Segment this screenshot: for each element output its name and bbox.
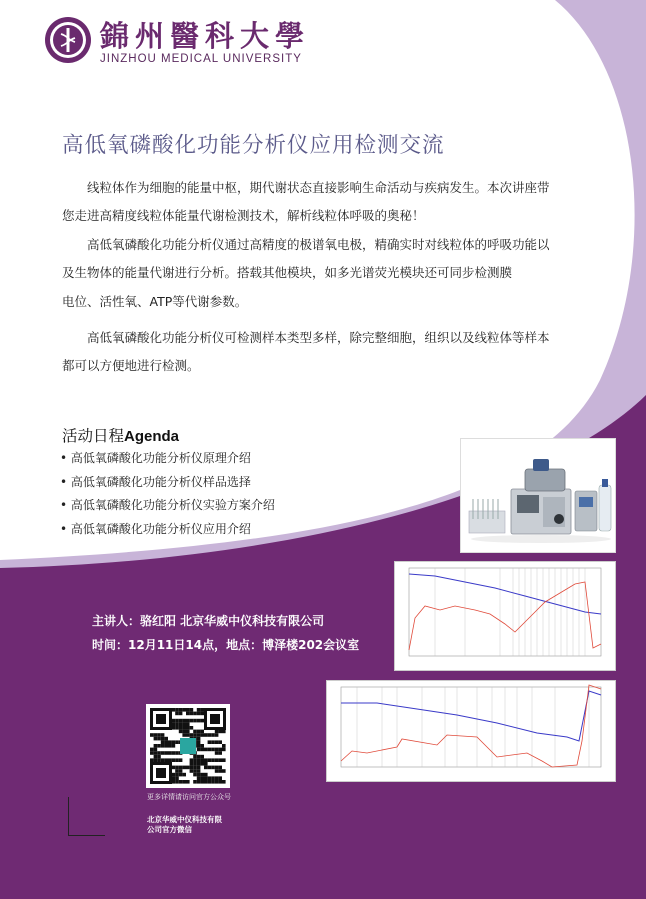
university-logo bbox=[44, 16, 92, 64]
agenda-item: • 高低氧磷酸化功能分析仪原理介绍 bbox=[60, 449, 275, 473]
agenda-heading-en: Agenda bbox=[124, 428, 180, 445]
speaker-info: 主讲人：骆红阳 北京华威中仪科技有限公司 bbox=[92, 614, 325, 628]
method-paragraph: 高低氧磷酸化功能分析仪通过高精度的极谱氧电极，精确实时对线粒体的呼吸功能以及生物体的能量代谢进行分析。搭载其他模块，如多光谱荧光模块还可同步检测膜 bbox=[62, 237, 550, 280]
agenda-item: • 高低氧磷酸化功能分析仪实验方案介绍 bbox=[60, 496, 275, 520]
wechat-account-line-2: 公司官方微信 bbox=[147, 825, 192, 834]
method-paragraph-cont: 电位、活性氧、ATP等代谢参数。 bbox=[62, 294, 248, 309]
plot-background bbox=[395, 562, 615, 670]
agenda-item: • 高低氧磷酸化功能分析仪样品选择 bbox=[60, 473, 275, 497]
wechat-qr-code[interactable] bbox=[146, 704, 230, 788]
university-name-en: JINZHOU MEDICAL UNIVERSITY bbox=[100, 53, 302, 65]
qr-center-logo bbox=[180, 738, 196, 754]
agenda-heading bbox=[62, 424, 179, 446]
wechat-account-line-1: 北京华威中仪科技有限 bbox=[147, 815, 222, 824]
plot-background bbox=[327, 681, 615, 781]
agenda-heading-cn: 活动日程 bbox=[62, 427, 125, 445]
sample-paragraph: 高低氧磷酸化功能分析仪可检测样本类型多样，除完整细胞，组织以及线粒体等样本都可以方便地进行检测。 bbox=[62, 330, 550, 373]
intro-paragraph: 线粒体作为细胞的能量中枢，期代谢状态直接影响生命活动与疾病发生。本次讲座带您走进高精度线粒体能量代谢检测技术，解析线粒体呼吸的奥秘！ bbox=[62, 180, 550, 223]
agenda-item: • 高低氧磷酸化功能分析仪应用介绍 bbox=[60, 520, 275, 544]
page-title: 高低氧磷酸化功能分析仪应用检测交流 bbox=[62, 133, 445, 158]
qr-caption: 更多详情请访问官方公众号 bbox=[147, 793, 231, 801]
university-name-cn: 錦州醫科大學 bbox=[100, 19, 311, 53]
time-location-info: 时间：12月11日14点，地点：博泽楼202会议室 bbox=[92, 638, 360, 652]
agenda-list bbox=[60, 449, 275, 543]
instrument-photo bbox=[460, 438, 616, 553]
oxygraph-trace-chart-1 bbox=[394, 561, 616, 671]
oxygraph-trace-chart-2 bbox=[326, 680, 616, 782]
corner-bracket-decoration bbox=[68, 797, 105, 836]
